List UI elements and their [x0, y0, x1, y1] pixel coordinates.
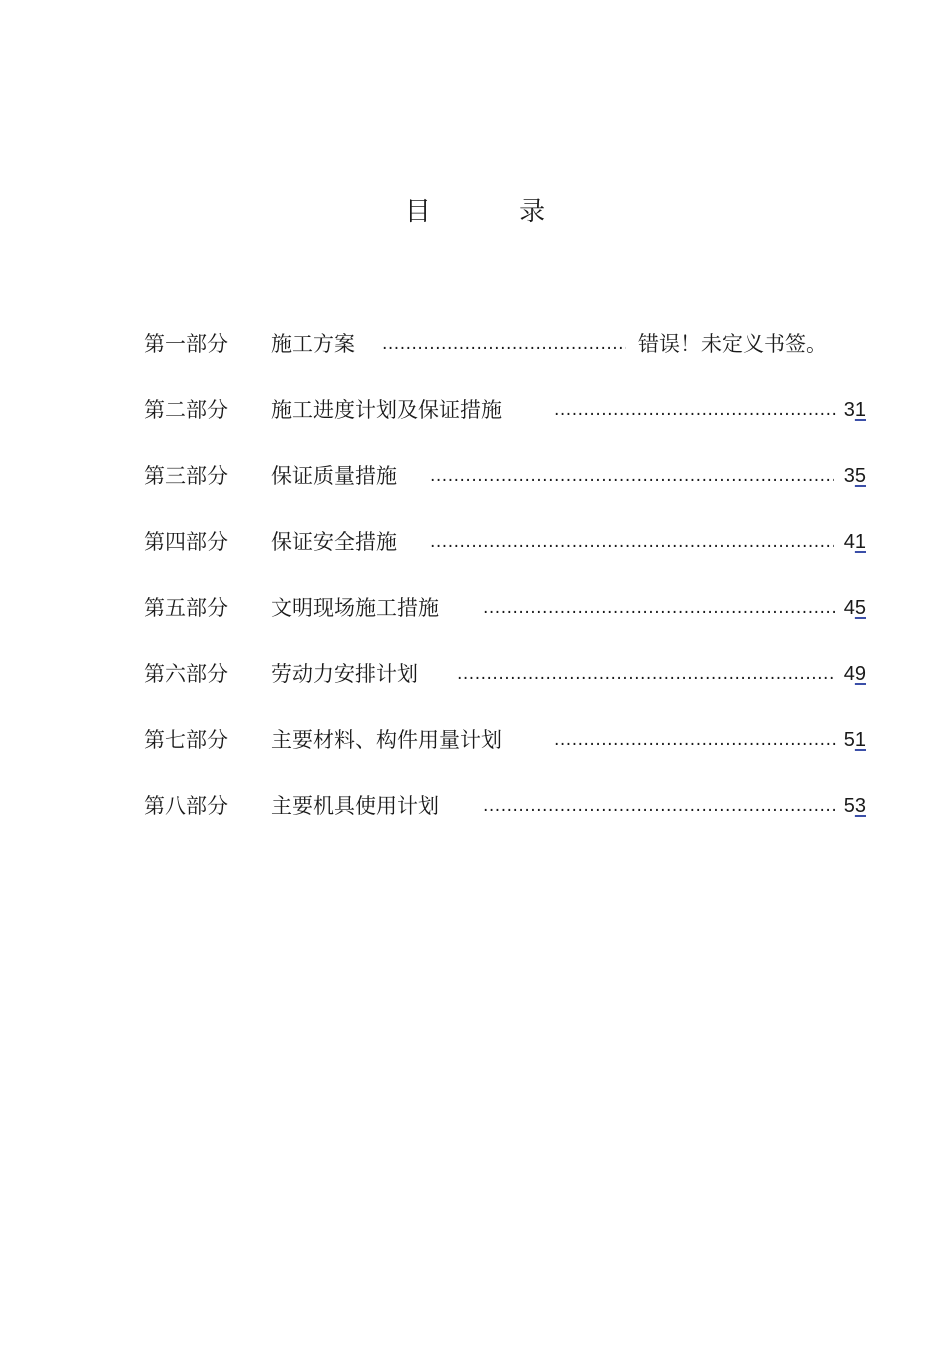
toc-page-number[interactable]: [844, 460, 866, 492]
toc-part-label: 第七部分: [144, 728, 228, 752]
toc-title: 目 录: [404, 197, 586, 227]
toc-part-label: 第二部分: [144, 398, 228, 422]
toc-page-digit-link: 5: [854, 597, 866, 619]
toc-part-label: 第五部分: [144, 596, 228, 620]
toc-page-number[interactable]: [844, 724, 866, 756]
toc-dot-leader: [483, 592, 835, 624]
toc-error-text: 错误！未定义书签。: [638, 332, 827, 356]
toc-page-digit: 4: [843, 663, 855, 685]
toc-page-digit: 4: [843, 531, 855, 553]
toc-heading: 施工进度计划及保证措施: [271, 398, 502, 422]
toc-page-digit: 5: [843, 795, 855, 817]
toc-dot-leader: [430, 460, 834, 492]
toc-entry[interactable]: [144, 592, 884, 624]
toc-dot-leader: [483, 790, 835, 822]
toc-page-number[interactable]: [844, 658, 866, 690]
toc-page-digit-link: 5: [854, 465, 866, 487]
toc-heading: 文明现场施工措施: [271, 596, 439, 620]
toc-page-number[interactable]: [844, 592, 866, 624]
toc-heading: 施工方案: [271, 332, 355, 356]
toc-entry[interactable]: [144, 526, 884, 558]
toc-page-number[interactable]: [844, 526, 866, 558]
toc-heading: 保证安全措施: [271, 530, 397, 554]
toc-part-label: 第四部分: [144, 530, 228, 554]
toc-dot-leader: [554, 724, 836, 756]
toc-entry[interactable]: [144, 724, 884, 756]
toc-heading: 保证质量措施: [271, 464, 397, 488]
toc-entry[interactable]: [144, 658, 884, 690]
toc-part-label: 第八部分: [144, 794, 228, 818]
toc-entry[interactable]: [144, 790, 884, 822]
toc-part-label: 第三部分: [144, 464, 228, 488]
toc-heading: 劳动力安排计划: [271, 662, 418, 686]
toc-heading: 主要机具使用计划: [271, 794, 439, 818]
toc-page-number[interactable]: [844, 790, 866, 822]
toc-dot-leader: [457, 658, 835, 690]
toc-page-digit-link: 3: [854, 795, 866, 817]
toc-page-digit-link: 9: [854, 663, 866, 685]
toc-dot-leader: [430, 526, 834, 558]
toc-entry[interactable]: [144, 460, 884, 492]
toc-entry[interactable]: [144, 394, 884, 426]
toc-part-label: 第六部分: [144, 662, 228, 686]
toc-page-digit: 4: [843, 597, 855, 619]
toc-page-digit: 5: [843, 729, 855, 751]
toc-page-digit-link: 1: [854, 399, 866, 421]
toc-page-digit: 3: [843, 465, 855, 487]
toc-dot-leader: [554, 394, 836, 426]
toc-page-number[interactable]: [844, 394, 866, 426]
toc-page-digit-link: 1: [854, 531, 866, 553]
toc-part-label: 第一部分: [144, 332, 228, 356]
toc-dot-leader: [382, 328, 626, 360]
toc-entry[interactable]: [144, 328, 884, 360]
toc-page-digit-link: 1: [854, 729, 866, 751]
toc-page-digit: 3: [843, 399, 855, 421]
toc-heading: 主要材料、构件用量计划: [271, 728, 502, 752]
